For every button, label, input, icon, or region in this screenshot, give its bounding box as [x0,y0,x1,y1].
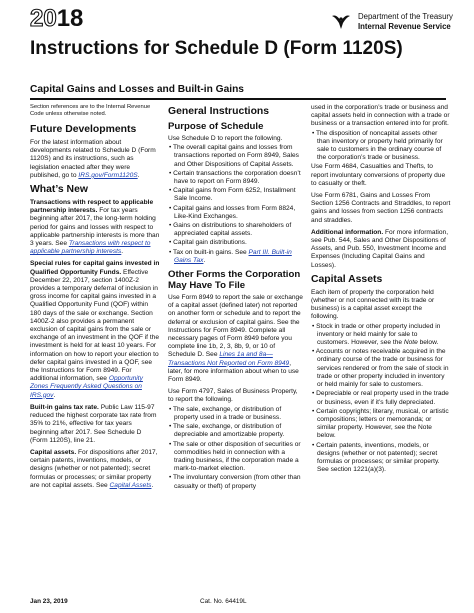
qof-lead: Special rules for capital gains invested in Qualified Opportunity Funds. [30,260,160,276]
header-rule [30,98,446,100]
noncapital-bullet: • The disposition of noncapital assets other than inventory or property held primarily for sale to customers in the ordinary course of the corporation’s trade or business. [312,129,443,162]
purpose-bullet: • Gains on distributions to shareholders of appreciated capital assets. [169,222,292,238]
purpose-bullet: • Capital gains and losses from Form 8824, Like-Kind Exchanges. [169,204,296,220]
other-end: , later, for more information about when to use Form 8949. [168,359,299,384]
partnership-interests-paragraph [30,199,160,256]
cap-text: For dispositions after 2017, certain patents, inventions, models, or designs (whether or not patented); secret formulas or processes; or similar property are not capital assets. See [30,448,158,489]
purpose-bullet: • Capital gains from Form 6252, Installment Sale Income. [169,187,296,203]
purpose-bullet: • The overall capital gains and losses from transactions reported on Form 8949, Sales and Other Dispositions of Capital Assets. [169,144,299,168]
column-middle [168,104,303,492]
irs-eagle-logo-icon [330,12,352,32]
future-text: For the latest information about developments related to Schedule D (Form 1120S) and its instructions, such as legislation enacted after they were published, go to [30,139,156,179]
purpose-bullet: • Capital gain distributions. [169,239,247,247]
partnership-end: . [121,248,124,256]
capital-assets-intro: Each item of property the corporation held (whether or not connected with its trade or business) is a capital asset except the following. [311,288,435,321]
tax-year-outline: 20 [30,5,57,32]
qof-link[interactable]: Opportunity Zones Frequently Asked Questions on IRS.gov [30,375,143,399]
capital-assets-bullet [311,323,451,348]
ca-bullet-text: • Stock in trade or other property included in inventory or held mainly for sale to customers. However, see the [312,322,441,347]
purpose-intro: Use Schedule D to report the following. [168,135,283,142]
capital-assets-bullet: • Certain patents, inventions, models, or designs (whether or not patented); secret formulas or processes; or similar property. See section 1221(a)(3). [312,441,440,474]
big-lead: Built-in gains tax rate. [30,403,99,411]
catalog-number: Cat. No. 64419L [200,598,247,605]
continued-text: used in the corporation’s trade or business and capital assets held in connection with a trade or business or a transaction entered into for profit. [311,104,450,128]
form-4684-paragraph: Use Form 4684, Casualties and Thefts, to report involuntary conversions of property due to casualty or theft. [311,163,446,187]
qof-paragraph [30,260,160,399]
ca-bullet-end: below. [417,339,439,347]
heading-capital-assets: Capital Assets [311,273,383,285]
purpose-bullet-tax [168,249,303,265]
capital-assets-paragraph [30,449,160,490]
future-end: . [137,171,140,179]
form-4797-intro: Use Form 4797, Sales of Business Property, to report the following. [168,388,298,404]
heading-other-forms: Other Forms the Corporation May Have To File [168,269,301,292]
form-4797-bullet: • The involuntary conversion (from other than casualty or theft) of property [169,474,301,490]
cap-end: . [151,481,154,489]
section-reference-note: Section references are to the Internal Revenue Code unless otherwise noted. [30,104,151,117]
partnership-text: For tax years beginning after 2017, the long-term holding period for gains and losses with respect to applicable partnership interests is more than 3 years. See [30,207,160,248]
tax-bullet-end: . [203,256,206,264]
department-name: Department of the Treasury [358,12,453,21]
form-4797-bullet: • The sale, exchange, or distribution of property used in a trade or business. [169,405,282,421]
form-8949-paragraph [168,294,303,384]
tax-bullet-text: • Tax on built-in gains. See [169,248,249,256]
revision-date: Jan 23, 2019 [30,598,68,605]
heading-future-developments: Future Developments [30,124,137,135]
other-text: Use Form 8949 to report the sale or exchange of a capital asset (defined later) not reported on another form or schedule and to report the deferral or exclusion of capital gains. See the Instructions for Form 8949. Complete all necessary pages of Form 8949 before you complete line 1b, 2, 3, 8b, 9, or 10 of Schedule D. See [168,294,303,359]
document-subtitle: Capital Gains and Losses and Built-in Gains [30,84,244,95]
capital-assets-bullet: • Certain copyrights; literary, musical, or artistic compositions; letters or memoranda; or similar property. However, see the Note below. [312,407,449,440]
capital-assets-bullet: • Accounts or notes receivable acquired in the ordinary course of the trade or business for services rendered or from the sale of stock in trade or other property included in inventory or held mainly for sale to customers. [312,348,449,389]
document-title: Instructions for Schedule D (Form 1120S) [30,38,403,59]
big-text: Public Law 115-97 reduced the highest corporate tax rate from 35% to 21%, effective for tax years beginning after 2017. See Schedule D (Form 1120S), line 21. [30,403,157,444]
lines-1a-8a-link[interactable]: Lines 1a and 8a—Transactions Not Reported on Form 8949 [168,351,290,367]
column-right [311,104,451,475]
future-link[interactable]: IRS.gov/Form1120S [78,171,138,179]
heading-purpose: Purpose of Schedule [168,121,264,132]
qof-text: Effective December 22, 2017, section 1400Z-2 provides a temporary deferral of inclusion in gross income for capital gains invested in a Qualified Opportunity Fund (QOF) within 180 days of the sale or exchange. Section 1400Z-2 also provides a permanent exclusion of capital gains from the sale or exchange of an investment in the QOF if the investment is held for at least 10 years. For information on how to report your election to defer capital gains invested in a QOF, see the Instructions for Form 8949. For additional information, see [30,268,160,383]
column-left [30,104,160,494]
agency-name: Internal Revenue Service [358,22,451,31]
addl-lead: Additional information. [311,228,384,236]
cap-lead: Capital assets. [30,448,77,456]
partnership-lead: Transactions with respect to applicable partnership interests. [30,199,154,215]
form-4797-bullet: • The sale, exchange, or distribution of depreciable and amortizable property. [169,423,285,439]
qof-end: . [53,391,56,399]
addl-text: For more information, see Pub. 544, Sales and Other Dispositions of Assets, and Pub. 550, Investment Income and Expenses (Including Capital Gains and Losses). [311,228,449,269]
form-6781-paragraph: Use Form 6781, Gains and Losses From Section 1256 Contracts and Straddles, to report gains and losses from section 1256 contracts and straddles. [311,192,451,224]
tax-year-solid: 18 [56,5,84,32]
tax-year [30,6,83,32]
heading-general-instructions: General Instructions [168,106,270,117]
built-in-gains-rate-paragraph [30,404,160,445]
irs-block [358,12,453,32]
ca-note-ref: Note [403,339,418,347]
capital-assets-bullet: • Depreciable or real property used in the trade or business, even if it’s fully depreciated. [312,390,449,406]
purpose-bullet: • Certain transactions the corporation doesn’t have to report on Form 8949. [169,169,301,186]
built-in-gains-link[interactable]: Part III. Built-in Gains Tax [174,248,292,264]
future-developments-text [30,139,160,180]
cap-link[interactable]: Capital Assets [109,481,152,489]
partnership-link[interactable]: Transactions with respect to applicable partnership interests [30,240,151,256]
heading-whats-new: What’s New [30,184,88,196]
additional-info-paragraph [311,229,451,270]
form-4797-bullet: • The sale or other disposition of securities or commodities held in connection with a trading business, if the corporation made a mark-to-market election. [169,440,301,473]
